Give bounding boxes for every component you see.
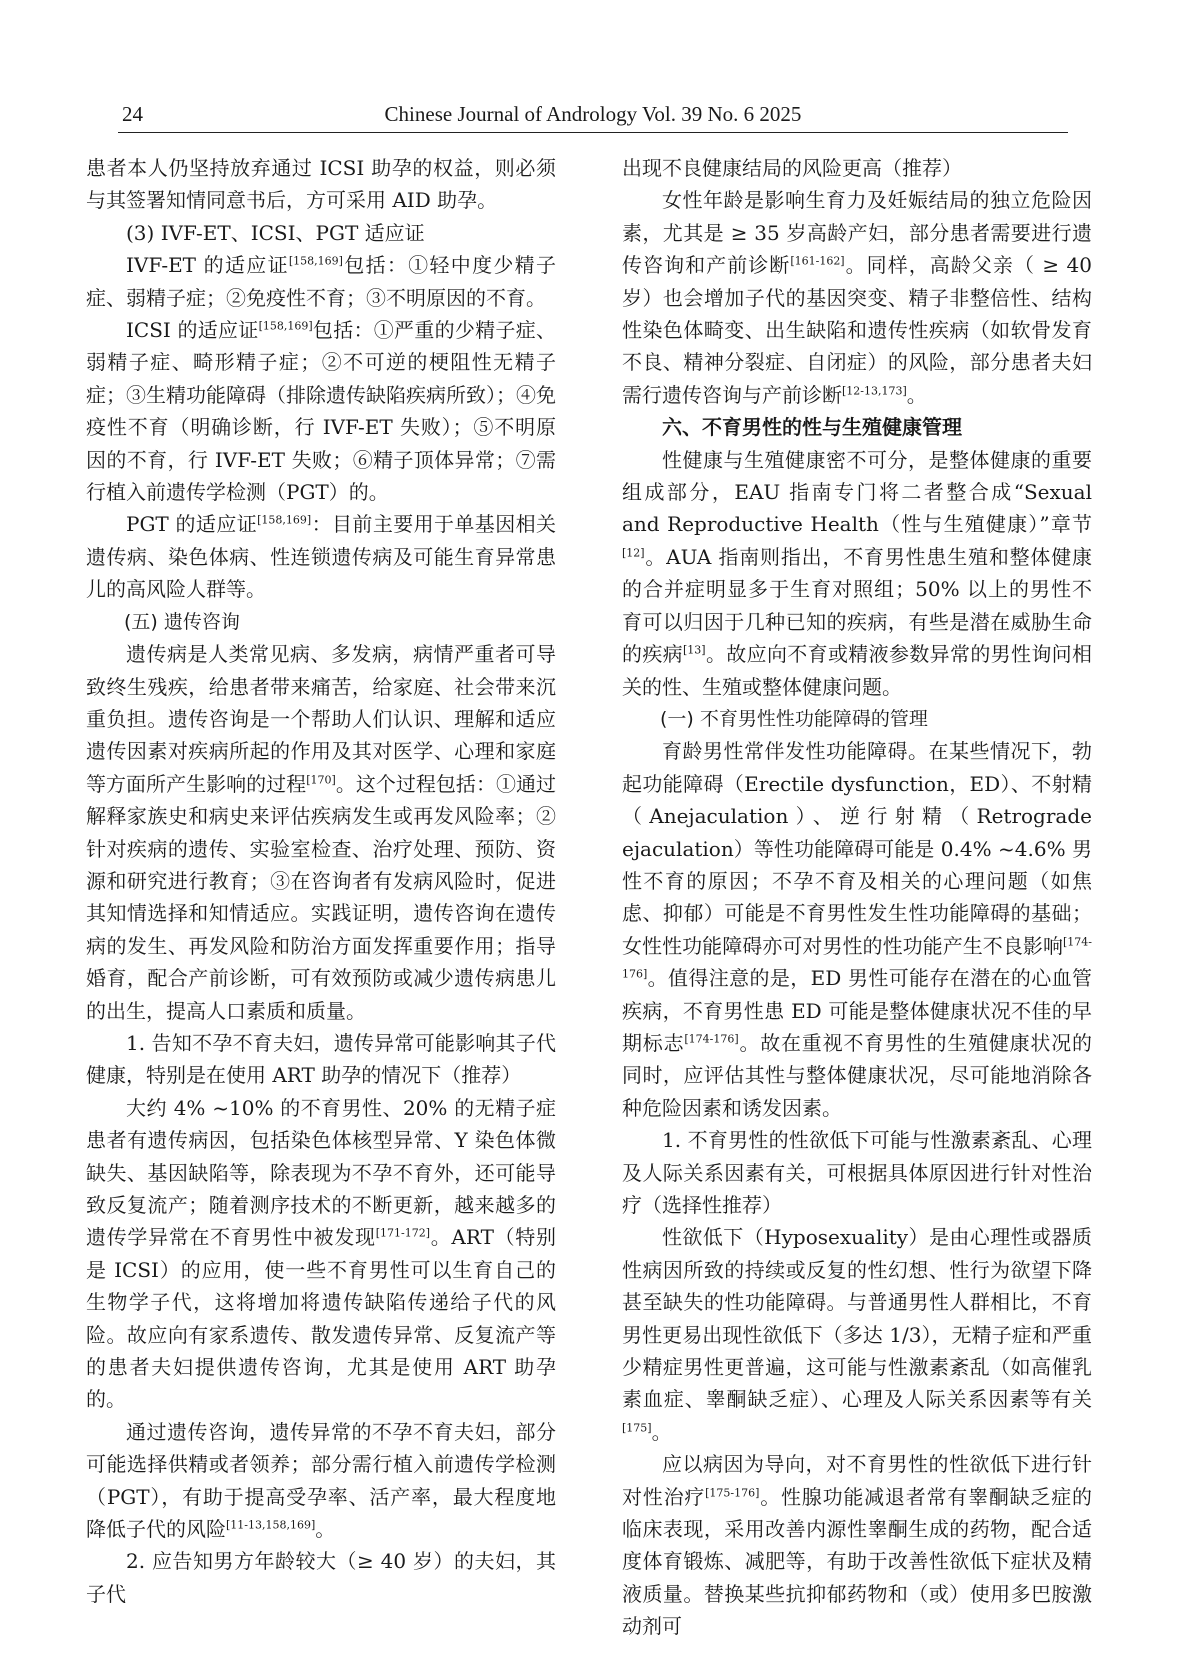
paragraph-text: PGT 的适应证 xyxy=(126,512,258,537)
paragraph-text: 。 xyxy=(315,1517,336,1542)
paragraph-continuation xyxy=(622,152,1092,184)
paragraph-text: 性健康与生殖健康密不可分，是整体健康的重要组成部分，EAU 指南专门将二者整合成“Sexual and Reproductive Health（性与生殖健康）”章节 xyxy=(622,447,1092,537)
citation: [158,169] xyxy=(258,319,313,333)
citation: [158,169] xyxy=(257,513,312,527)
paragraph-text: 包括：①严重的少精子症、弱精子症、畸形精子症；②不可逆的梗阻性无精子症；③生精功能障碍（排除遗传缺陷疾病所致）；④免疫性不育（明确诊断，行 IVF-ET 失败）；⑤不明原因的不育，行 IVF-ET 失败；⑥精子顶体异常；⑦需行植入前遗传学检测（PGT）的。 xyxy=(86,318,556,505)
paragraph xyxy=(622,184,1092,411)
running-header xyxy=(118,98,1068,133)
paragraph-continuation xyxy=(86,152,556,217)
paragraph-text: 性欲低下（Hyposexuality）是由心理性或器质性病因所致的持续或反复的性幻想、性行为欲望下降甚至缺失的性功能障碍。与普通男性人群相比，不育男性更易出现性欲低下（多达 1/3），无精子症和严重少精症男性更普遍，这可能与性激素紊乱（如高催乳素血症、睾酮缺乏症）、心理及人际关系因素等有关 xyxy=(622,1225,1092,1412)
page-number: 24 xyxy=(122,102,143,126)
paragraph-text: IVF-ET 的适应证 xyxy=(126,253,289,278)
paragraph-text: 通过遗传咨询，遗传异常的不孕不育夫妇，部分可能选择供精或者领养；部分需行植入前遗传学检测（PGT），有助于提高受孕率、活产率，最大程度地降低子代的风险 xyxy=(86,1419,556,1542)
subsection-heading xyxy=(622,703,1092,735)
paragraph-text: 1. 告知不孕不育夫妇，遗传异常可能影响其子代健康，特别是在使用 ART 助孕的情况下（推荐） xyxy=(86,1030,556,1088)
citation: [11-13,158,169] xyxy=(226,1518,316,1532)
citation: [12-13,173] xyxy=(842,384,907,398)
paragraph-text: 育龄男性常伴发性功能障碍。在某些情况下，勃起功能障碍（Erectile dysfunction，ED）、不射精（Anejaculation）、逆行射精（Retrograde ejaculation）等性功能障碍可能是 0.4% ~4.6% 男性不育的原因；不孕不育及相关的心理问题（如焦虑、抑郁）可能是不育男性发生性功能障碍的基础；女性性功能障碍亦可对男性的性功能产生不良影响 xyxy=(622,739,1092,958)
paragraph-text: 。值得注意的是，ED 男性可能存在潜在的心血管疾病，不育男性患 ED 可能是整体健康状况不佳的早期标志 xyxy=(622,966,1092,1055)
citation: [174-176] xyxy=(684,1032,739,1046)
subsection-heading xyxy=(86,606,556,638)
paragraph-text: 遗传病是人类常见病、多发病，病情严重者可导致终生残疾，给患者带来痛苦，给家庭、社会带来沉重负担。遗传咨询是一个帮助人们认识、理解和适应遗传因素对疾病所起的作用及其对医学、心理和家庭等方面所产生影响的过程 xyxy=(86,642,556,796)
citation: [175] xyxy=(622,1421,652,1435)
paragraph-text: 大约 4% ~10% 的不育男性、20% 的无精子症患者有遗传病因，包括染色体核型异常、Y 染色体微缺失、基因缺陷等，除表现为不孕不育外，还可能导致反复流产；随着测序技术的不断更新，越来越多的遗传学异常在不育男性中被发现 xyxy=(86,1095,556,1250)
citation: [175-176] xyxy=(705,1486,760,1499)
right-column xyxy=(622,152,1093,1639)
paragraph xyxy=(622,1448,1092,1642)
paragraph xyxy=(86,217,556,249)
paragraph-text: 患者本人仍坚持放弃通过 ICSI 助孕的权益，则必须与其签署知情同意书后，方可采用 AID 助孕。 xyxy=(86,156,556,213)
citation: [13] xyxy=(683,643,706,657)
paragraph-text: 。故在重视不育男性的生殖健康状况的同时，应评估其性与整体健康状况，尽可能地消除各种危险因素和诱发因素。 xyxy=(622,1030,1093,1120)
paragraph-text: ICSI 的适应证 xyxy=(126,318,259,343)
paragraph xyxy=(86,249,556,314)
left-column xyxy=(86,152,557,1606)
paragraph-text: 。同样，高龄父亲（ ≥ 40 岁）也会增加子代的基因突变、精子非整倍性、结构性染色体畸变、出生缺陷和遗传性疾病（如软骨发育不良、精神分裂症、自闭症）的风险，部分患者夫妇需行遗传咨询与产前诊断 xyxy=(622,253,1092,407)
paragraph-text: (五) 遗传咨询 xyxy=(124,610,240,633)
paragraph xyxy=(86,1027,556,1092)
paragraph-text: 应以病因为导向，对不育男性的性欲低下进行针对性治疗 xyxy=(622,1452,1092,1509)
paragraph xyxy=(86,638,556,1027)
paragraph-text: ：目前主要用于单基因相关遗传病、染色体病、性连锁遗传病及可能生育异常患儿的高风险人群等。 xyxy=(86,512,557,602)
paragraph-text: 。ART（特别是 ICSI）的应用，使一些不育男性可以生育自己的生物学子代，这将增加将遗传缺陷传递给子代的风险。故应向有家系遗传、散发遗传异常、反复流产等的患者夫妇提供遗传咨询，尤其是使用 ART 助孕的。 xyxy=(86,1225,556,1412)
paragraph xyxy=(86,314,556,508)
paragraph xyxy=(86,508,556,605)
citation: [170] xyxy=(306,773,336,787)
paragraph xyxy=(622,1221,1092,1448)
paragraph-text: 2. 应告知男方年龄较大（≥ 40 岁）的夫妇，其子代 xyxy=(86,1549,556,1606)
journal-title: Chinese Journal of Andrology Vol. 39 No. 6 2025 xyxy=(384,102,802,126)
paragraph-text: (一) 不育男性性功能障碍的管理 xyxy=(660,707,928,730)
paragraph xyxy=(622,735,1092,1124)
citation: [161-162] xyxy=(790,254,845,268)
paragraph xyxy=(622,1124,1092,1221)
citation: [12] xyxy=(622,546,645,560)
citation: [171-172] xyxy=(375,1226,431,1240)
paragraph-text: 女性年龄是影响生育力及妊娠结局的独立危险因素，尤其是 ≥ 35 岁高龄产妇，部分患者需要进行遗传咨询和产前诊断 xyxy=(622,188,1092,278)
paragraph xyxy=(86,1416,556,1546)
paragraph-text: 。 xyxy=(906,382,927,407)
paragraph-text: 。性腺功能减退者常有睾酮缺乏症的临床表现，采用改善内源性睾酮生成的药物，配合适度体育锻炼、减肥等，有助于改善性欲低下症状及精液质量。替换某些抗抑郁药物和（或）使用多巴胺激动剂可 xyxy=(622,1484,1092,1639)
paragraph xyxy=(86,1092,556,1416)
paragraph xyxy=(86,1545,556,1610)
paragraph xyxy=(622,444,1092,703)
paragraph-text: 。故应向不育或精液参数异常的男性询问相关的性、生殖或整体健康问题。 xyxy=(622,642,1093,699)
paragraph-text: 六、不育男性的性与生殖健康管理 xyxy=(662,415,962,440)
paragraph-text: 出现不良健康结局的风险更高（推荐） xyxy=(622,156,962,180)
paragraph-text: 1. 不育男性的性欲低下可能与性激素紊乱、心理及人际关系因素有关，可根据具体原因进行针对性治疗（选择性推荐） xyxy=(622,1128,1092,1217)
section-heading xyxy=(622,411,1092,443)
paragraph-text: 包括：①轻中度少精子症、弱精子症；②免疫性不育；③不明原因的不育。 xyxy=(86,253,556,310)
paragraph-text: 。 xyxy=(651,1419,672,1444)
citation: [158,169] xyxy=(288,254,343,268)
paragraph-text: 。AUA 指南则指出，不育男性患生殖和整体健康的合并症明显多于生育对照组；50% 以上的男性不育可以归因于几种已知的疾病，有些是潜在威胁生命的疾病 xyxy=(622,544,1092,667)
paragraph-text: 。这个过程包括：①通过解释家族史和病史来评估疾病发生或再发风险率；②针对疾病的遗传、实验室检查、治疗处理、预防、资源和研究进行教育；③在咨询者有发病风险时，促进其知情选择和知情适应。实践证明，遗传咨询在遗传病的发生、再发风险和防治方面发挥重要作用；指导婚育，配合产前诊断，可有效预防或减少遗传病患儿的出生，提高人口素质和质量。 xyxy=(86,771,556,1023)
paragraph-text: (3) IVF-ET、ICSI、PGT 适应证 xyxy=(126,220,425,245)
citation: [174-176] xyxy=(622,935,1092,981)
